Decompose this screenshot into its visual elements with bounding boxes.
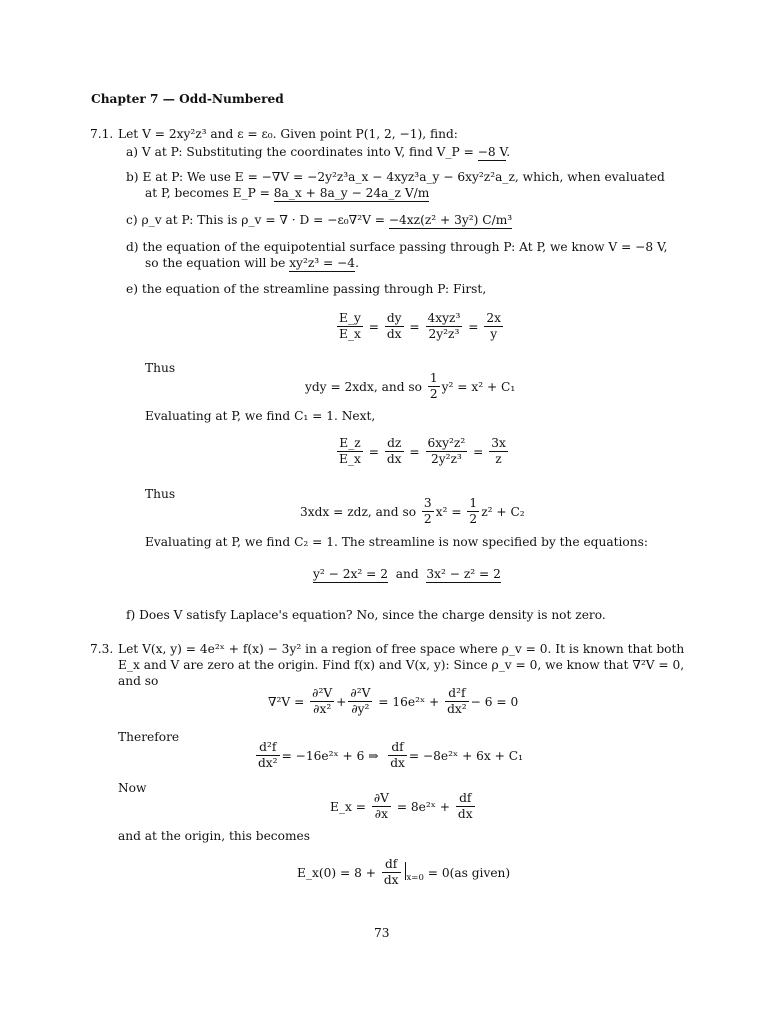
streamline-eq-b: 3x² − z² = 2	[426, 567, 501, 581]
chapter-title: Chapter 7 — Odd-Numbered	[91, 92, 284, 106]
lap-den-2: ∂y²	[351, 702, 370, 717]
part-a	[126, 145, 510, 160]
part-a-end: .	[506, 145, 511, 159]
part-f	[126, 608, 606, 623]
ex0-rhs: = 0(as given)	[427, 865, 511, 880]
streamline-eq-a: y² − 2x² = 2	[313, 567, 388, 581]
fx-mid: = −16e²ˣ + 6 ⇒	[281, 748, 379, 763]
fx-den-1: dx²	[258, 756, 278, 771]
eq3-den-3: 2y²z³	[430, 452, 462, 467]
eq1-den-2: dx	[386, 327, 402, 342]
page-number: 73	[374, 926, 390, 940]
ex0-den: dx	[383, 873, 399, 888]
eq3-num-1: E_z	[337, 437, 363, 452]
eq2-right: y² = x² + C₁	[441, 379, 516, 394]
lap-num-3: d²f	[445, 687, 469, 702]
part-c-result: −4xz(z² + 3y²) C/m³	[388, 213, 513, 227]
part-b-text: E at P: We use E = −∇V = −2y²z³a_x − 4xyz³a_y − 6xy²z²a_z, which, when evaluated	[142, 170, 665, 184]
problem-7-3-line2: E_x and V are zero at the origin. Find f(x) and V(x, y): Since ρ_v = 0, we know that ∇²V = 0,	[118, 658, 685, 672]
streamline-integral-2	[300, 497, 525, 527]
part-a-label: a)	[126, 145, 139, 159]
eq1-num-4: 2x	[484, 312, 503, 327]
problem-7-3-number: 7.3.	[90, 642, 114, 656]
part-d-text: the equation of the equipotential surface passing through P: At P, we know V = −8 V,	[142, 240, 668, 254]
ex-den-2: dx	[457, 807, 473, 822]
part-a-result: −8 V	[477, 145, 507, 159]
part-e-text: the equation of the streamline passing through P: First,	[141, 282, 487, 296]
part-d-label: d)	[126, 240, 139, 254]
lap-num-1: ∂²V	[310, 687, 334, 702]
ex-mid: = 8e²ˣ +	[396, 799, 451, 814]
lap-num-2: ∂²V	[348, 687, 372, 702]
part-b-label: b)	[126, 170, 139, 184]
eq4-right: z² + C₂	[481, 504, 525, 519]
eq4-left: 3xdx = zdz, and so	[300, 504, 417, 519]
eq1-den-3: 2y²z³	[428, 327, 460, 342]
evaluating-c2: Evaluating at P, we find C₂ = 1. The streamline is now specified by the equations:	[145, 535, 648, 549]
eq3-den-1: E_x	[339, 452, 361, 467]
streamline-ratio-xy: $\frac{E\_y}{E\_x}$ = $\frac{dy}{dx}$ = $\frac{\text{4xyz³}}{\text{2y²z³}}$ = $\frac{2x}{y}$	[339, 311, 501, 342]
thus-2: Thus	[145, 487, 176, 501]
eq3-den-2: dx	[386, 452, 402, 467]
ex-equation	[330, 792, 477, 822]
eq1-num-2: dy	[385, 312, 404, 327]
part-f-text: Does V satisfy Laplace's equation? No, since the charge density is not zero.	[139, 608, 606, 622]
fx-rhs: = −8e²ˣ + 6x + C₁	[408, 748, 523, 763]
now: Now	[118, 781, 147, 795]
eq3-den-4: z	[495, 452, 502, 467]
part-d-text2: so the equation will be	[145, 256, 286, 270]
streamline-and: and	[395, 567, 419, 581]
eq4-frac1-num: 3	[422, 497, 434, 512]
part-e-label: e)	[126, 282, 138, 296]
lap-den-3: dx²	[447, 702, 467, 717]
ex0-eval-sub: x=0	[406, 873, 424, 884]
part-b-line1	[126, 170, 665, 185]
lap-lhs: ∇²V =	[268, 694, 305, 709]
ex-origin-equation	[297, 858, 510, 888]
part-d-line1	[126, 240, 668, 255]
eq2-left: ydy = 2xdx, and so	[305, 379, 422, 394]
lap-mid: = 16e²ˣ +	[378, 694, 440, 709]
eq4-frac1-den: 2	[423, 512, 432, 527]
part-c	[126, 213, 512, 228]
part-e	[126, 282, 486, 297]
fx-den-2: dx	[390, 756, 405, 771]
streamline-result	[313, 567, 501, 582]
eq1-den-4: y	[490, 327, 498, 342]
at-origin: and at the origin, this becomes	[118, 829, 310, 843]
ex-num-1: ∂V	[372, 792, 391, 807]
eq3-num-2: dz	[385, 437, 404, 452]
part-c-text: ρ_v at P: This is ρ_v = ∇ · D = −ε₀∇²V =	[141, 213, 385, 227]
eq1-den-1: E_x	[339, 327, 361, 342]
problem-7-3-line3: and so	[118, 674, 159, 688]
problem-7-1-intro: Let V = 2xy²z³ and ε = ε₀. Given point P(1, 2, −1), find:	[118, 127, 458, 141]
fx-num-1: d²f	[256, 741, 280, 756]
lap-den-1: ∂x²	[313, 702, 332, 717]
part-b-result: 8a_x + 8a_y − 24a_z V/m	[273, 186, 430, 200]
part-f-label: f)	[126, 608, 136, 622]
eq2-frac-den: 2	[429, 387, 438, 402]
part-c-label: c)	[126, 213, 138, 227]
eq2-frac-num: 1	[428, 372, 440, 387]
ex0-lhs: E_x(0) = 8 +	[297, 865, 376, 880]
lap-rhs: − 6 = 0	[470, 694, 519, 709]
ex0-num: df	[382, 858, 401, 873]
part-a-text: V at P: Substituting the coordinates into V, find V_P =	[141, 145, 474, 159]
thus-1: Thus	[145, 361, 176, 375]
evaluating-c1: Evaluating at P, we find C₁ = 1. Next,	[145, 409, 376, 423]
part-d-end: .	[355, 256, 359, 270]
part-b-text2: at P, becomes E_P =	[145, 186, 270, 200]
streamline-ratio-xz: $\frac{E\_z}{E\_x}$ = $\frac{dz}{dx}$ = $\frac{\text{6xy²z²}}{\text{2y²z³}}$ = $\frac{3x}{z}$	[339, 436, 506, 467]
eq3-num-3: 6xy²z²	[426, 437, 468, 452]
part-d-line2	[145, 256, 359, 271]
eq4-frac2-num: 1	[467, 497, 479, 512]
laplacian-equation	[268, 687, 518, 717]
ex-den-1: ∂x	[374, 807, 388, 822]
lap-plus: +	[336, 694, 347, 709]
eq1-num-3: 4xyz³	[426, 312, 463, 327]
fx-derivative-equation	[254, 741, 523, 771]
problem-7-1-number: 7.1.	[90, 127, 114, 141]
therefore: Therefore	[118, 730, 180, 744]
fx-num-2: df	[388, 741, 407, 756]
part-d-result: xy²z³ = −4	[289, 256, 356, 270]
eq1-num-1: E_y	[337, 312, 363, 327]
eq4-mid: x² =	[435, 504, 462, 519]
eq3-num-4: 3x	[489, 437, 508, 452]
ex-lhs: E_x =	[330, 799, 366, 814]
part-b-line2	[145, 186, 429, 201]
problem-7-3-line1: Let V(x, y) = 4e²ˣ + f(x) − 3y² in a region of free space where ρ_v = 0. It is known that both	[118, 642, 685, 656]
ex-num-2: df	[456, 792, 475, 807]
eq4-frac2-den: 2	[469, 512, 478, 527]
streamline-integral-1	[305, 372, 515, 402]
